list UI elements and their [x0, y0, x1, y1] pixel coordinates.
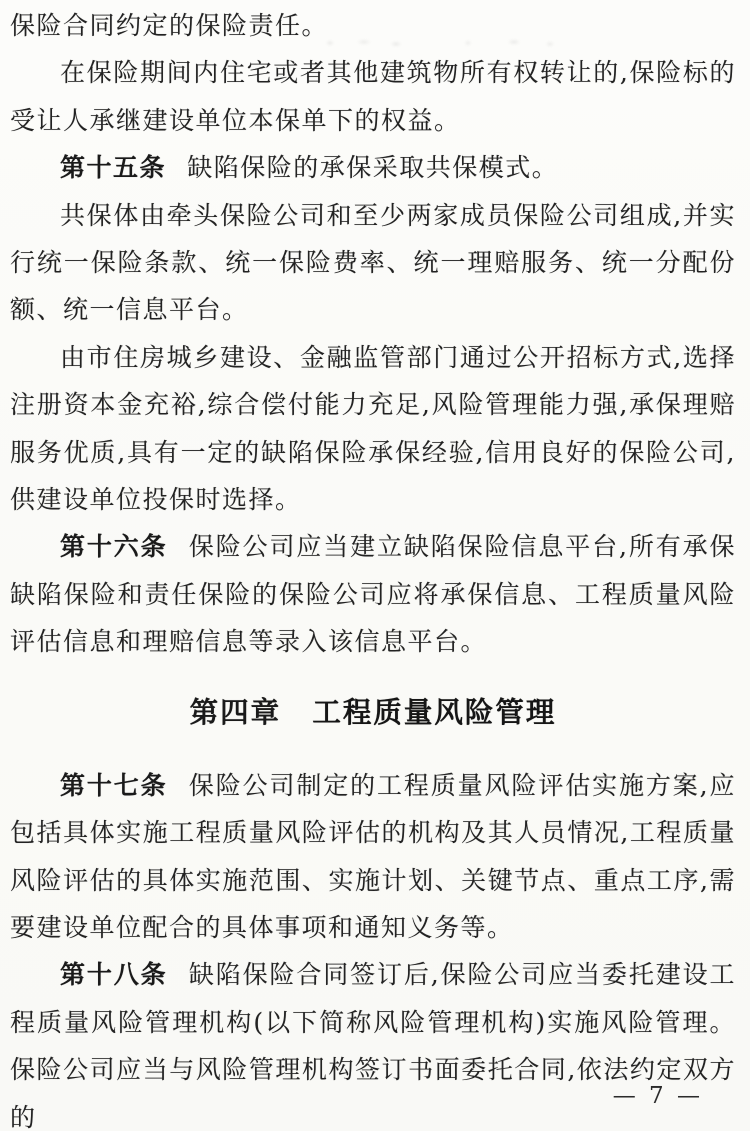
- paragraph: [10, 523, 736, 665]
- paragraph: [10, 49, 736, 144]
- paragraph-text: 缺陷保险的承保采取共保模式。: [187, 153, 559, 183]
- document-body: [10, 2, 736, 1131]
- article-number: 第十六条: [60, 532, 168, 562]
- paragraph-text: 保险合同约定的保险责任。: [10, 11, 329, 40]
- page-number: — 7 —: [612, 1083, 703, 1109]
- chapter-heading: [10, 693, 736, 733]
- paragraph: [10, 2, 736, 49]
- paragraph: [10, 334, 736, 524]
- paragraph-text: 保险公司应当建立缺陷保险信息平台,所有承保缺陷保险和责任保险的保险公司应将承保信息、工程质量风险评估信息和理赔信息等录入该信息平台。: [10, 532, 736, 657]
- chapter-number: 第四章: [189, 695, 282, 729]
- paragraph: [10, 144, 736, 191]
- paragraph-text: 由市住房城乡建设、金融监管部门通过公开招标方式,选择注册资本金充裕,综合偿付能力充足,风险管理能力强,承保理赔服务优质,具有一定的缺陷保险承保经验,信用良好的保险公司,供建设单位投保时选择。: [10, 342, 736, 515]
- paragraph-text: 共保体由牵头保险公司和至少两家成员保险公司组成,并实行统一保险条款、统一保险费率、统一理赔服务、统一分配份额、统一信息平台。: [10, 200, 736, 325]
- chapter-title: 工程质量风险管理: [312, 695, 557, 729]
- paragraph: [10, 762, 736, 952]
- article-number: 第十七条: [60, 770, 168, 800]
- article-number: 第十五条: [60, 153, 167, 183]
- paragraph-text: 在保险期间内住宅或者其他建筑物所有权转让的,保险标的受让人承继建设单位本保单下的权益。: [10, 58, 736, 135]
- paragraph: [10, 192, 736, 334]
- paragraph-text: 缺陷保险合同签订后,保险公司应当委托建设工程质量风险管理机构(以下简称风险管理机构)实施风险管理。保险公司应当与风险管理机构签订书面委托合同,依法约定双方的: [10, 960, 736, 1131]
- article-number: 第十八条: [60, 960, 168, 990]
- paragraph-text: 保险公司制定的工程质量风险评估实施方案,应包括具体实施工程质量风险评估的机构及其人员情况,工程质量风险评估的具体实施范围、实施计划、关键节点、重点工序,需要建设单位配合的具体事项和通知义务等。: [10, 770, 736, 942]
